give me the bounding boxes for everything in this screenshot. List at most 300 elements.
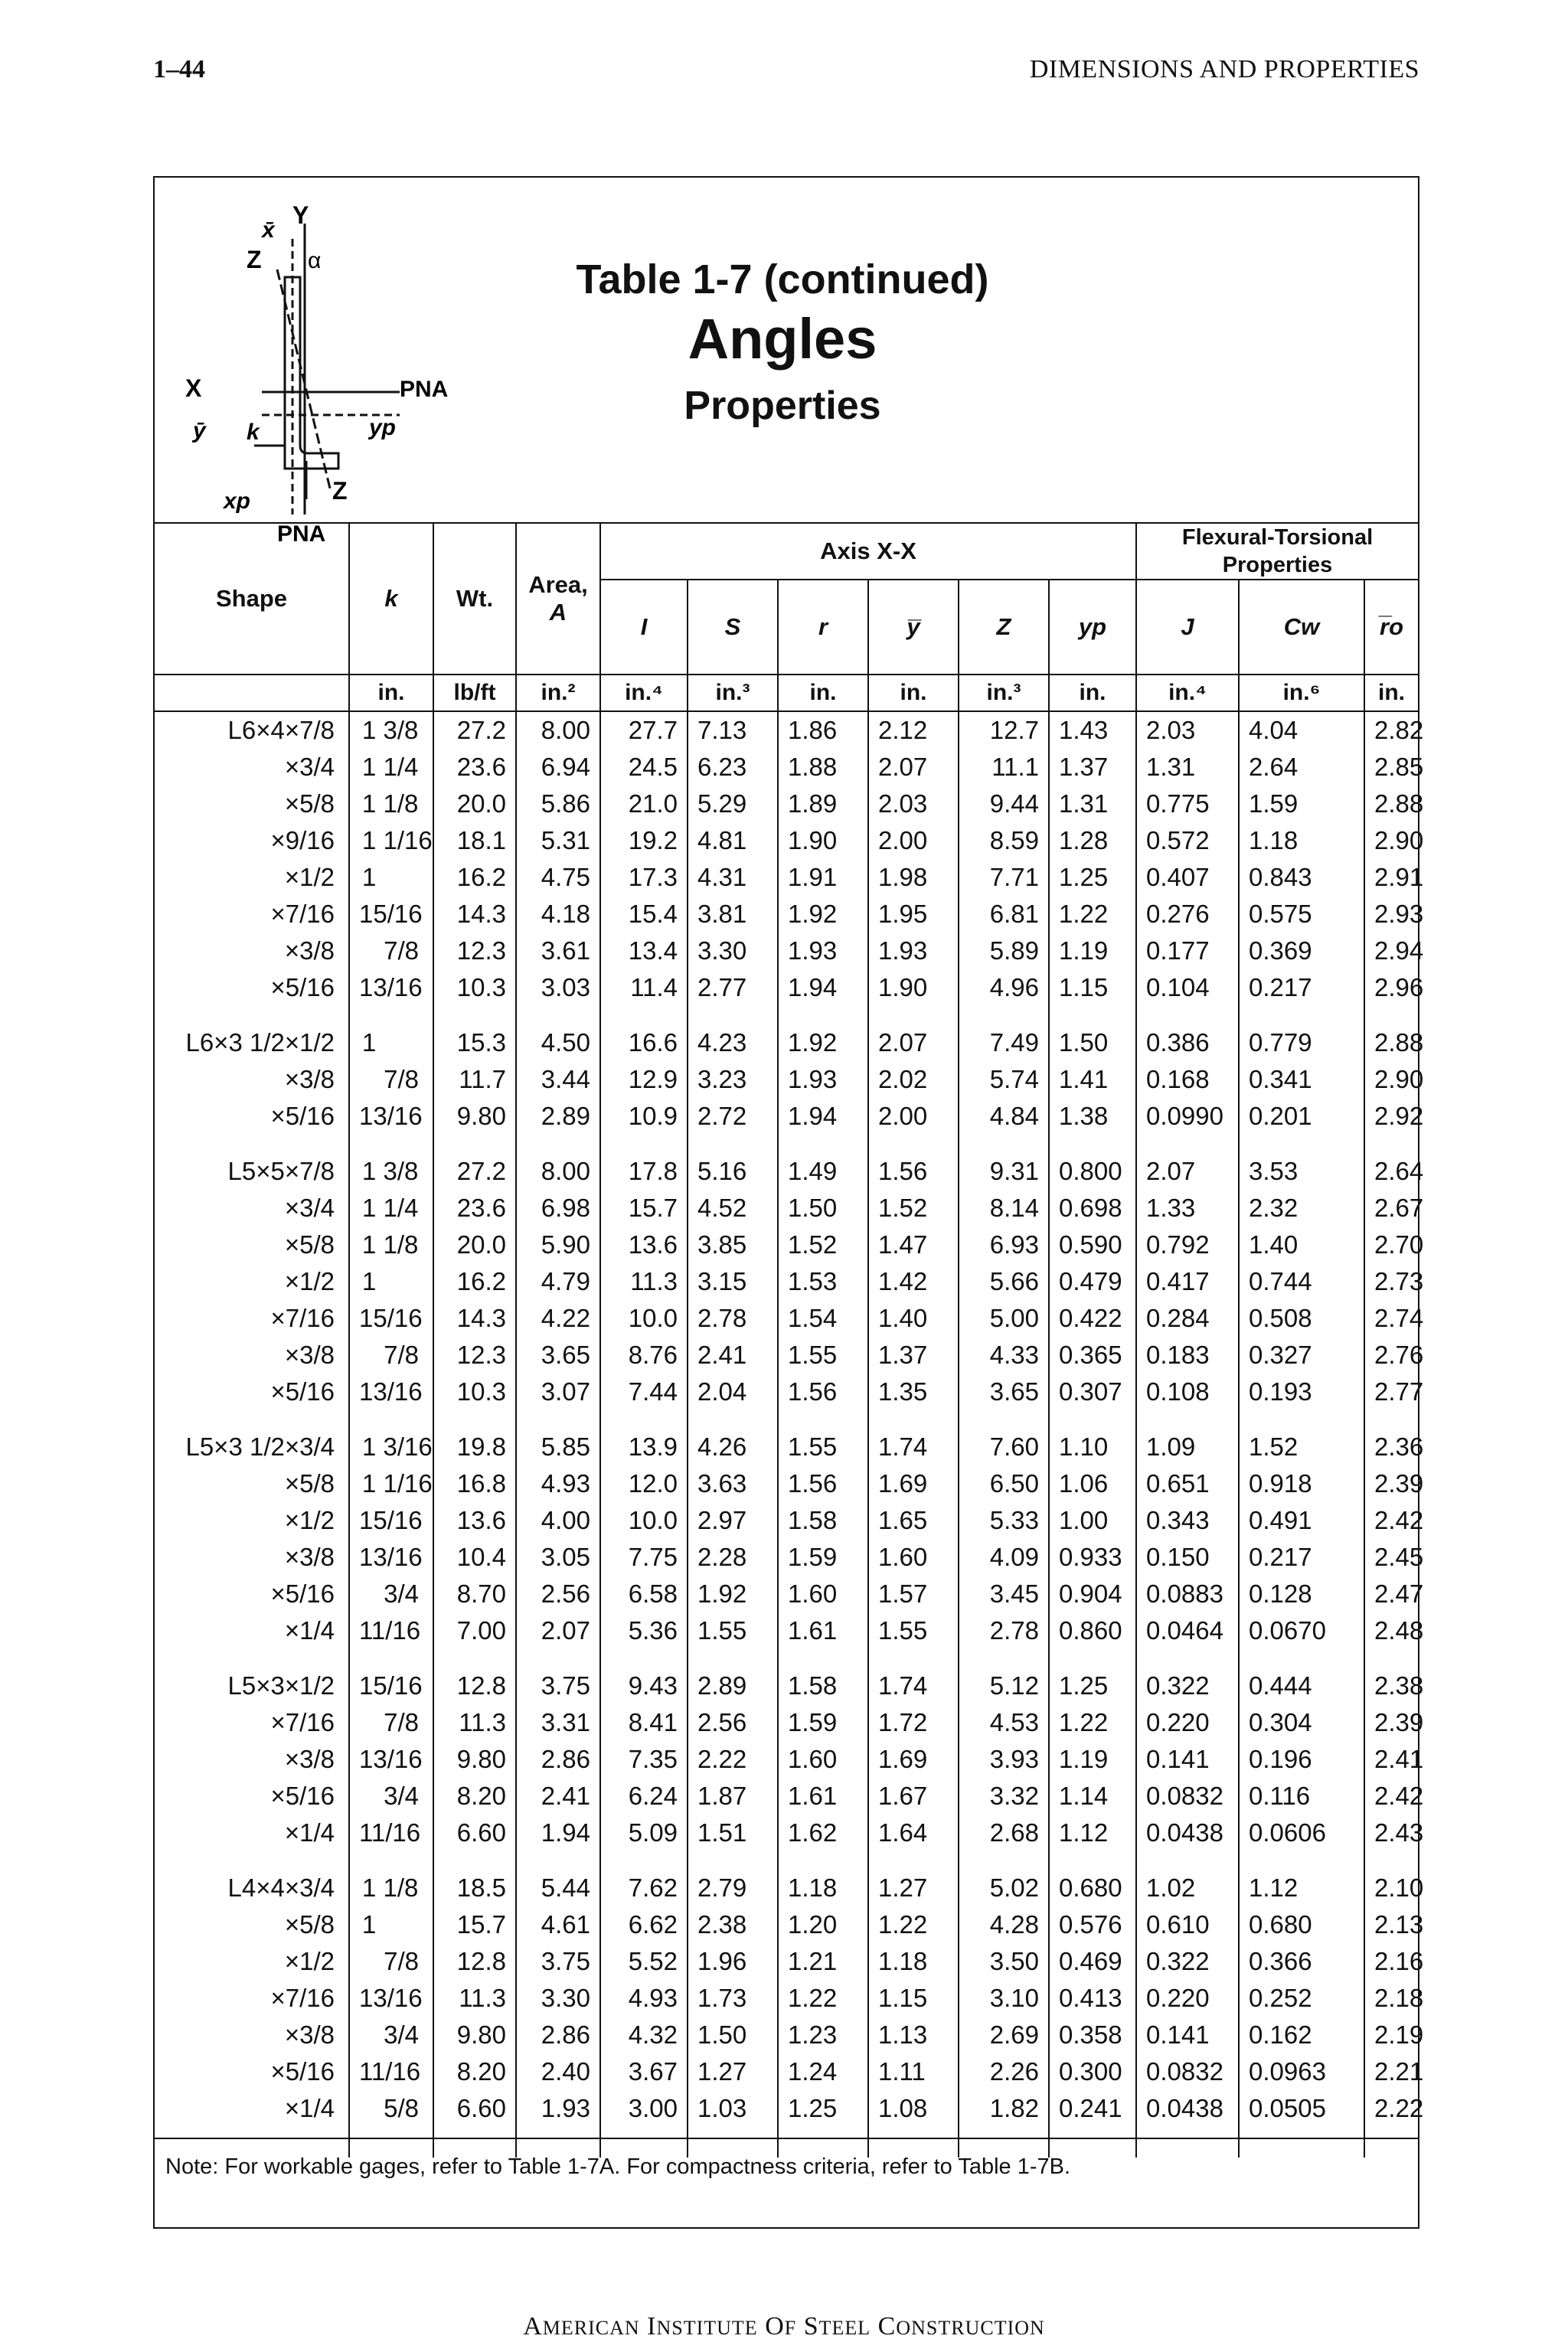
value-cell: 2.22 [688,1741,778,1778]
value-cell: 1.73 [688,1980,778,2017]
spacer-cell [433,1649,516,1668]
spacer-cell [1364,1851,1418,1870]
value-cell: 1.59 [778,1704,868,1741]
table-row [155,1153,1418,1190]
value-cell: 7.75 [600,1539,688,1576]
value-cell: 0.843 [1239,859,1364,896]
value-cell: 1.60 [778,1741,868,1778]
value-cell: 1.56 [868,1153,959,1190]
unit-cell: lb/ft [433,675,516,711]
spacer-cell [349,1851,433,1870]
value-cell: 6.81 [959,896,1049,933]
value-cell: 1.95 [868,896,959,933]
value-cell: 11.3 [600,1263,688,1300]
value-cell: 5.66 [959,1263,1049,1300]
spacer-cell [688,1851,778,1870]
value-cell: 6.50 [959,1465,1049,1502]
value-cell: 11/16 [349,1815,433,1851]
table-row [155,1870,1418,1906]
value-cell: 2.86 [516,1741,600,1778]
value-cell: 0.366 [1239,1943,1364,1980]
value-cell: 2.02 [868,1061,959,1098]
value-cell: 1.31 [1049,786,1136,822]
value-cell: 0.241 [1049,2090,1136,2127]
value-cell: 1.15 [868,1980,959,2017]
value-cell: 4.28 [959,1906,1049,1943]
value-cell: 1.69 [868,1465,959,1502]
value-cell: 3.15 [688,1263,778,1300]
table-row [155,822,1418,859]
value-cell: 18.5 [433,1870,516,1906]
value-cell: 3.93 [959,1741,1049,1778]
spacer-cell [1136,1135,1239,1153]
value-cell: 2.21 [1364,2053,1418,2090]
value-cell: 19.2 [600,822,688,859]
value-cell: 2.32 [1239,1190,1364,1227]
shape-cell: ×5/8 [284,1469,335,1498]
value-cell: 10.3 [433,1374,516,1410]
value-cell: 12.8 [433,1668,516,1704]
value-cell: 2.93 [1364,896,1418,933]
value-cell: 1.25 [1049,859,1136,896]
table-row [155,1502,1418,1539]
value-cell: 0.196 [1239,1741,1364,1778]
spacer-cell [349,1006,433,1024]
value-cell: 1.72 [868,1704,959,1741]
spacer-cell [1239,1006,1364,1024]
value-cell: 27.7 [600,711,688,749]
value-cell: 3/4 [349,2017,433,2053]
value-cell: 11.3 [433,1704,516,1741]
value-cell: 0.800 [1049,1153,1136,1190]
value-cell: 7/8 [349,1943,433,1980]
spacer-cell [868,1006,959,1024]
value-cell: 1.74 [868,1668,959,1704]
value-cell: 1 1/8 [349,786,433,822]
table-row [155,749,1418,786]
value-cell: 2.67 [1364,1190,1418,1227]
unit-cell: in. [1049,675,1136,711]
col-r: r [778,580,868,675]
value-cell: 4.00 [516,1502,600,1539]
spacer-cell [1049,1135,1136,1153]
value-cell: 1.92 [778,896,868,933]
value-cell: 15.3 [433,1024,516,1061]
value-cell: 4.32 [600,2017,688,2053]
value-cell: 1.42 [868,1263,959,1300]
shape-cell: L6×4×7/8 [227,716,335,744]
value-cell: 1.19 [1049,1741,1136,1778]
table-row [155,1612,1418,1649]
value-cell: 13/16 [349,1374,433,1410]
shape-cell: ×1/2 [284,1267,335,1295]
value-cell: 11.3 [433,1980,516,2017]
value-cell: 2.41 [1364,1741,1418,1778]
value-cell: 2.92 [1364,1098,1418,1135]
value-cell: 1.02 [1136,1870,1239,1906]
value-cell: 3.31 [516,1704,600,1741]
value-cell: 1.52 [1239,1429,1364,1465]
value-cell: 12.3 [433,933,516,969]
value-cell: 3.85 [688,1227,778,1263]
value-cell: 7.44 [600,1374,688,1410]
col-area [516,523,600,675]
fig-label-z-top: Z [247,246,262,273]
value-cell: 1 3/8 [349,711,433,749]
value-cell: 5.29 [688,786,778,822]
value-cell: 0.217 [1239,969,1364,1006]
value-cell: 1.53 [778,1263,868,1300]
value-cell: 1.94 [778,1098,868,1135]
value-cell: 5.89 [959,933,1049,969]
table-row [155,1190,1418,1227]
unit-shape [155,675,349,711]
value-cell: 23.6 [433,1190,516,1227]
shape-cell: ×5/16 [270,973,335,1001]
value-cell: 0.141 [1136,2017,1239,2053]
spacer-cell [778,1006,868,1024]
value-cell: 7.00 [433,1612,516,1649]
value-cell: 27.2 [433,1153,516,1190]
value-cell: 7.49 [959,1024,1049,1061]
value-cell: 1.50 [778,1190,868,1227]
spacer-cell [1239,1410,1364,1429]
value-cell: 15/16 [349,1668,433,1704]
value-cell: 13/16 [349,1980,433,2017]
value-cell: 15/16 [349,896,433,933]
value-cell: 2.07 [868,749,959,786]
value-cell: 1.28 [1049,822,1136,859]
value-cell: 0.508 [1239,1300,1364,1337]
value-cell: 0.0606 [1239,1815,1364,1851]
value-cell: 3.65 [516,1337,600,1374]
value-cell: 0.341 [1239,1061,1364,1098]
spacer-cell [600,1851,688,1870]
spacer-cell [600,1006,688,1024]
value-cell: 7.60 [959,1429,1049,1465]
table-body [155,711,1424,2158]
value-cell: 0.0438 [1136,2090,1239,2127]
value-cell: 1.50 [688,2017,778,2053]
value-cell: 8.20 [433,1778,516,1815]
value-cell: 2.77 [688,969,778,1006]
table-row [155,1704,1418,1741]
value-cell: 1 1/4 [349,749,433,786]
value-cell: 1.25 [778,2090,868,2127]
value-cell: 1 [349,859,433,896]
value-cell: 2.00 [868,822,959,859]
shape-cell: ×3/8 [284,1745,335,1773]
value-cell: 4.31 [688,859,778,896]
value-cell: 1 [349,1263,433,1300]
value-cell: 2.78 [688,1300,778,1337]
value-cell: 15.4 [600,896,688,933]
value-cell: 0.104 [1136,969,1239,1006]
value-cell: 2.10 [1364,1870,1418,1906]
value-cell: 0.417 [1136,1263,1239,1300]
value-cell: 13.6 [433,1502,516,1539]
value-cell: 3.44 [516,1061,600,1098]
value-cell: 0.322 [1136,1943,1239,1980]
value-cell: 0.413 [1049,1980,1136,2017]
value-cell: 1.61 [778,1612,868,1649]
spacer-cell [688,1649,778,1668]
value-cell: 17.8 [600,1153,688,1190]
value-cell: 4.18 [516,896,600,933]
value-cell: 2.39 [1364,1465,1418,1502]
value-cell: 1.50 [1049,1024,1136,1061]
value-cell: 1.67 [868,1778,959,1815]
value-cell: 4.26 [688,1429,778,1465]
value-cell: 1.13 [868,2017,959,2053]
shape-cell: ×5/16 [270,1102,335,1130]
value-cell: 9.44 [959,786,1049,822]
spacer-cell [600,1649,688,1668]
value-cell: 1.58 [778,1668,868,1704]
value-cell: 0.162 [1239,2017,1364,2053]
table-row [155,1465,1418,1502]
angles-properties-table [155,522,1424,2158]
value-cell: 1.25 [1049,1668,1136,1704]
table-row [155,1098,1418,1135]
value-cell: 11/16 [349,1612,433,1649]
value-cell: 2.07 [1136,1153,1239,1190]
value-cell: 1.19 [1049,933,1136,969]
value-cell: 0.610 [1136,1906,1239,1943]
value-cell: 2.41 [516,1778,600,1815]
spacer-cell [778,1851,868,1870]
value-cell: 0.307 [1049,1374,1136,1410]
value-cell: 2.47 [1364,1576,1418,1612]
value-cell: 15/16 [349,1300,433,1337]
value-cell: 2.43 [1364,1815,1418,1851]
spacer-cell [349,1135,433,1153]
value-cell: 2.56 [688,1704,778,1741]
value-cell: 1.65 [868,1502,959,1539]
value-cell: 1.91 [778,859,868,896]
value-cell: 0.141 [1136,1741,1239,1778]
value-cell: 7/8 [349,1061,433,1098]
value-cell: 1.31 [1136,749,1239,786]
table-row [155,2053,1418,2090]
unit-cell: in. [868,675,959,711]
value-cell: 2.03 [868,786,959,822]
value-cell: 10.0 [600,1502,688,1539]
value-cell: 3/4 [349,1576,433,1612]
spacer-cell [1136,1649,1239,1668]
value-cell: 1.51 [688,1815,778,1851]
value-cell: 8.41 [600,1704,688,1741]
value-cell: 2.13 [1364,1906,1418,1943]
value-cell: 12.3 [433,1337,516,1374]
value-cell: 3.65 [959,1374,1049,1410]
table-row [155,1024,1418,1061]
table-row [155,1943,1418,1980]
value-cell: 14.3 [433,896,516,933]
value-cell: 9.43 [600,1668,688,1704]
col-I: I [600,580,688,675]
value-cell: 1.69 [868,1741,959,1778]
fig-label-yp: yp [369,415,397,440]
value-cell: 7.13 [688,711,778,749]
table-row [155,1815,1418,1851]
value-cell: 2.79 [688,1870,778,1906]
value-cell: 1.18 [778,1870,868,1906]
value-cell: 2.38 [1364,1668,1418,1704]
value-cell: 0.217 [1239,1539,1364,1576]
table-row [155,933,1418,969]
table-subtitle: Properties [684,384,881,428]
table-row [155,786,1418,822]
value-cell: 2.76 [1364,1337,1418,1374]
value-cell: 5.09 [600,1815,688,1851]
value-cell: 1.27 [868,1870,959,1906]
value-cell: 0.358 [1049,2017,1136,2053]
spacer-cell [688,1006,778,1024]
fig-label-y: Y [292,201,309,229]
value-cell: 0.322 [1136,1668,1239,1704]
shape-cell: ×7/16 [270,1304,335,1332]
value-cell: 5.44 [516,1870,600,1906]
value-cell: 2.77 [1364,1374,1418,1410]
value-cell: 20.0 [433,786,516,822]
table-row [155,896,1418,933]
value-cell: 12.9 [600,1061,688,1098]
spacer-cell [155,1006,349,1024]
value-cell: 12.0 [600,1465,688,1502]
shape-cell: ×3/8 [284,2020,335,2049]
value-cell: 1.15 [1049,969,1136,1006]
value-cell: 19.8 [433,1429,516,1465]
shape-cell: L5×5×7/8 [227,1157,335,1185]
value-cell: 1.55 [688,1612,778,1649]
value-cell: 1.98 [868,859,959,896]
value-cell: 6.93 [959,1227,1049,1263]
spacer-cell [349,1410,433,1429]
spacer-cell [516,1410,600,1429]
value-cell: 1.89 [778,786,868,822]
value-cell: 4.81 [688,822,778,859]
shape-cell: L5×3 1/2×3/4 [185,1432,335,1461]
value-cell: 13.9 [600,1429,688,1465]
shape-cell: ×5/16 [270,1579,335,1608]
spacer-cell [516,1135,600,1153]
value-cell: 1.47 [868,1227,959,1263]
value-cell: 13.6 [600,1227,688,1263]
value-cell: 5.90 [516,1227,600,1263]
value-cell: 5.36 [600,1612,688,1649]
spacer-cell [155,1851,349,1870]
value-cell: 1.37 [1049,749,1136,786]
value-cell: 2.16 [1364,1943,1418,1980]
value-cell: 1 1/4 [349,1190,433,1227]
value-cell: 2.85 [1364,749,1418,786]
shape-cell: ×9/16 [270,826,335,854]
spacer-cell [155,1410,349,1429]
value-cell: 0.576 [1049,1906,1136,1943]
value-cell: 4.53 [959,1704,1049,1741]
value-cell: 1.33 [1136,1190,1239,1227]
value-cell: 2.89 [516,1098,600,1135]
shape-cell: ×5/16 [270,2057,335,2086]
value-cell: 1.41 [1049,1061,1136,1098]
spacer-cell [868,1851,959,1870]
value-cell: 0.183 [1136,1337,1239,1374]
value-cell: 4.04 [1239,711,1364,749]
value-cell: 6.60 [433,1815,516,1851]
value-cell: 2.68 [959,1815,1049,1851]
value-cell: 0.108 [1136,1374,1239,1410]
value-cell: 1 1/16 [349,822,433,859]
spacer-cell [1239,1649,1364,1668]
value-cell: 1.22 [1049,896,1136,933]
value-cell: 1.59 [1239,786,1364,822]
shape-cell: ×7/16 [270,900,335,928]
value-cell: 0.0438 [1136,1815,1239,1851]
value-cell: 1.03 [688,2090,778,2127]
value-cell: 1 [349,1024,433,1061]
value-cell: 1.18 [868,1943,959,1980]
spacer-cell [778,1649,868,1668]
value-cell: 3.75 [516,1943,600,1980]
value-cell: 1.00 [1049,1502,1136,1539]
flex-label-2: Properties [1222,553,1333,577]
value-cell: 10.0 [600,1300,688,1337]
group-spacer [155,1006,1418,1024]
value-cell: 0.0990 [1136,1098,1239,1135]
spacer-cell [1136,1851,1239,1870]
value-cell: 1.54 [778,1300,868,1337]
value-cell: 13/16 [349,1098,433,1135]
value-cell: 1.59 [778,1539,868,1576]
value-cell: 3.75 [516,1668,600,1704]
value-cell: 6.62 [600,1906,688,1943]
value-cell: 1.90 [778,822,868,859]
value-cell: 1.94 [516,1815,600,1851]
value-cell: 0.590 [1049,1227,1136,1263]
shape-cell: ×5/8 [284,1910,335,1939]
spacer-cell [959,1006,1049,1024]
value-cell: 0.0505 [1239,2090,1364,2127]
value-cell: 1.37 [868,1337,959,1374]
value-cell: 8.59 [959,822,1049,859]
value-cell: 13/16 [349,969,433,1006]
value-cell: 0.150 [1136,1539,1239,1576]
col-area-symbol: A [549,599,567,626]
value-cell: 2.00 [868,1098,959,1135]
value-cell: 3.61 [516,933,600,969]
value-cell: 0.572 [1136,822,1239,859]
value-cell: 0.386 [1136,1024,1239,1061]
value-cell: 0.0883 [1136,1576,1239,1612]
value-cell: 2.12 [868,711,959,749]
value-cell: 2.88 [1364,1024,1418,1061]
value-cell: 3.07 [516,1374,600,1410]
value-cell: 1.08 [868,2090,959,2127]
table-row [155,1778,1418,1815]
value-cell: 2.22 [1364,2090,1418,2127]
value-cell: 0.651 [1136,1465,1239,1502]
value-cell: 1.58 [778,1502,868,1539]
group-flexural-torsional [1136,523,1418,580]
value-cell: 0.252 [1239,1980,1364,2017]
value-cell: 6.24 [600,1778,688,1815]
value-cell: 2.64 [1364,1153,1418,1190]
value-cell: 11.1 [959,749,1049,786]
spacer-cell [349,1649,433,1668]
value-cell: 0.284 [1136,1300,1239,1337]
shape-cell: L5×3×1/2 [227,1671,335,1700]
